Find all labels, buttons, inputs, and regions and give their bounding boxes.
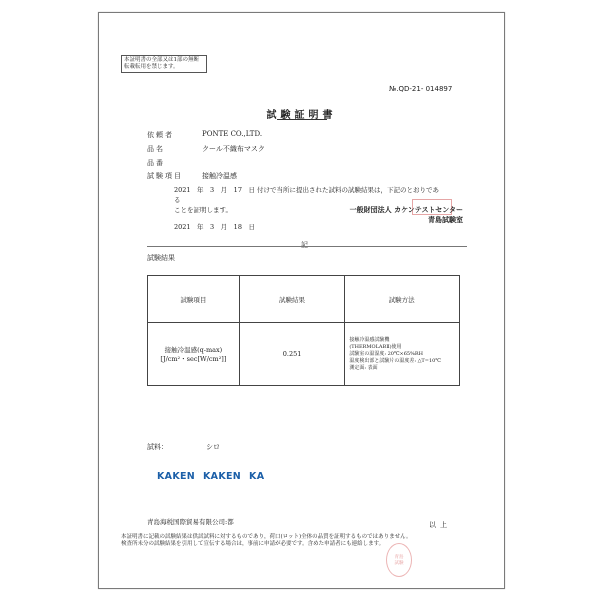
cell-method: 接触冷温感試験機 (THERMOLABⅡ)使用 試験室の温湿度: 20℃×65%RH 温度検出部と試験片の温度差: △T=10℃ 測定面: 表面 <box>345 323 460 386</box>
divider <box>147 246 467 247</box>
kaken-label: KAKEN <box>203 471 242 482</box>
sample-company: 青島海税国際貿易有限公司:都 <box>147 518 234 526</box>
results-table <box>147 275 460 386</box>
kaken-label-strip <box>157 471 332 482</box>
kaken-label: KA <box>249 471 265 482</box>
testing-organization: 一般財団法人 カケンテストセンター 青島試験室 <box>349 206 463 224</box>
field-test-item: 試験項目 接触冷温感 <box>147 172 237 180</box>
header-test-result: 試験結果 <box>239 276 345 323</box>
page-title: 試験証明書 <box>266 110 337 121</box>
certificate-number: №.QD-21- 014897 <box>389 85 453 93</box>
title-underline <box>277 119 327 120</box>
reprint-notice: 本証明書の全部又は1部の無断 転載転用を禁じます。 <box>121 55 207 73</box>
header-test-method: 試験方法 <box>345 276 460 323</box>
kaken-label: KAKEN <box>157 471 196 482</box>
cell-result: 0.251 <box>239 323 345 386</box>
sample-label: 試料： <box>147 443 168 451</box>
field-client: 依頼者 PONTE CO.,LTD. <box>147 130 263 139</box>
certification-statement: 2021 年 3 月 17 日 付けで当所に提出された試料の試験結果は，下記のとおりである ことを証明します。 <box>174 186 440 214</box>
ki-label: 記 <box>301 241 308 249</box>
field-product-number: 品番 <box>147 159 165 167</box>
end-mark: 以上 <box>429 521 451 529</box>
results-heading: 試験結果 <box>147 254 175 262</box>
footer-note: 本証明書に記載の試験結果は供試試料に対するものであり，荷口(ロット)全体の品質を証明するものではありません。 検査所未分の試験結果を引用して宣伝する場合は，事前に申請が必要です。含めた申請者にも連絡します。 <box>121 534 412 547</box>
table-row <box>148 323 460 386</box>
certificate-paper <box>98 12 505 589</box>
sample-info <box>147 442 220 452</box>
official-seal: 青島 試験 <box>386 543 412 577</box>
cell-test-item: 接触冷温感(q-max) [J/cm²・sec[W/cm²]] <box>148 323 240 386</box>
issue-date: 2021 年 3 月 18 日 <box>174 223 255 231</box>
field-product-name: 品名 クール不織布マスク <box>147 145 265 153</box>
table-header-row <box>148 276 460 323</box>
sample-value: シロ <box>206 443 220 451</box>
header-test-item: 試験項目 <box>148 276 240 323</box>
